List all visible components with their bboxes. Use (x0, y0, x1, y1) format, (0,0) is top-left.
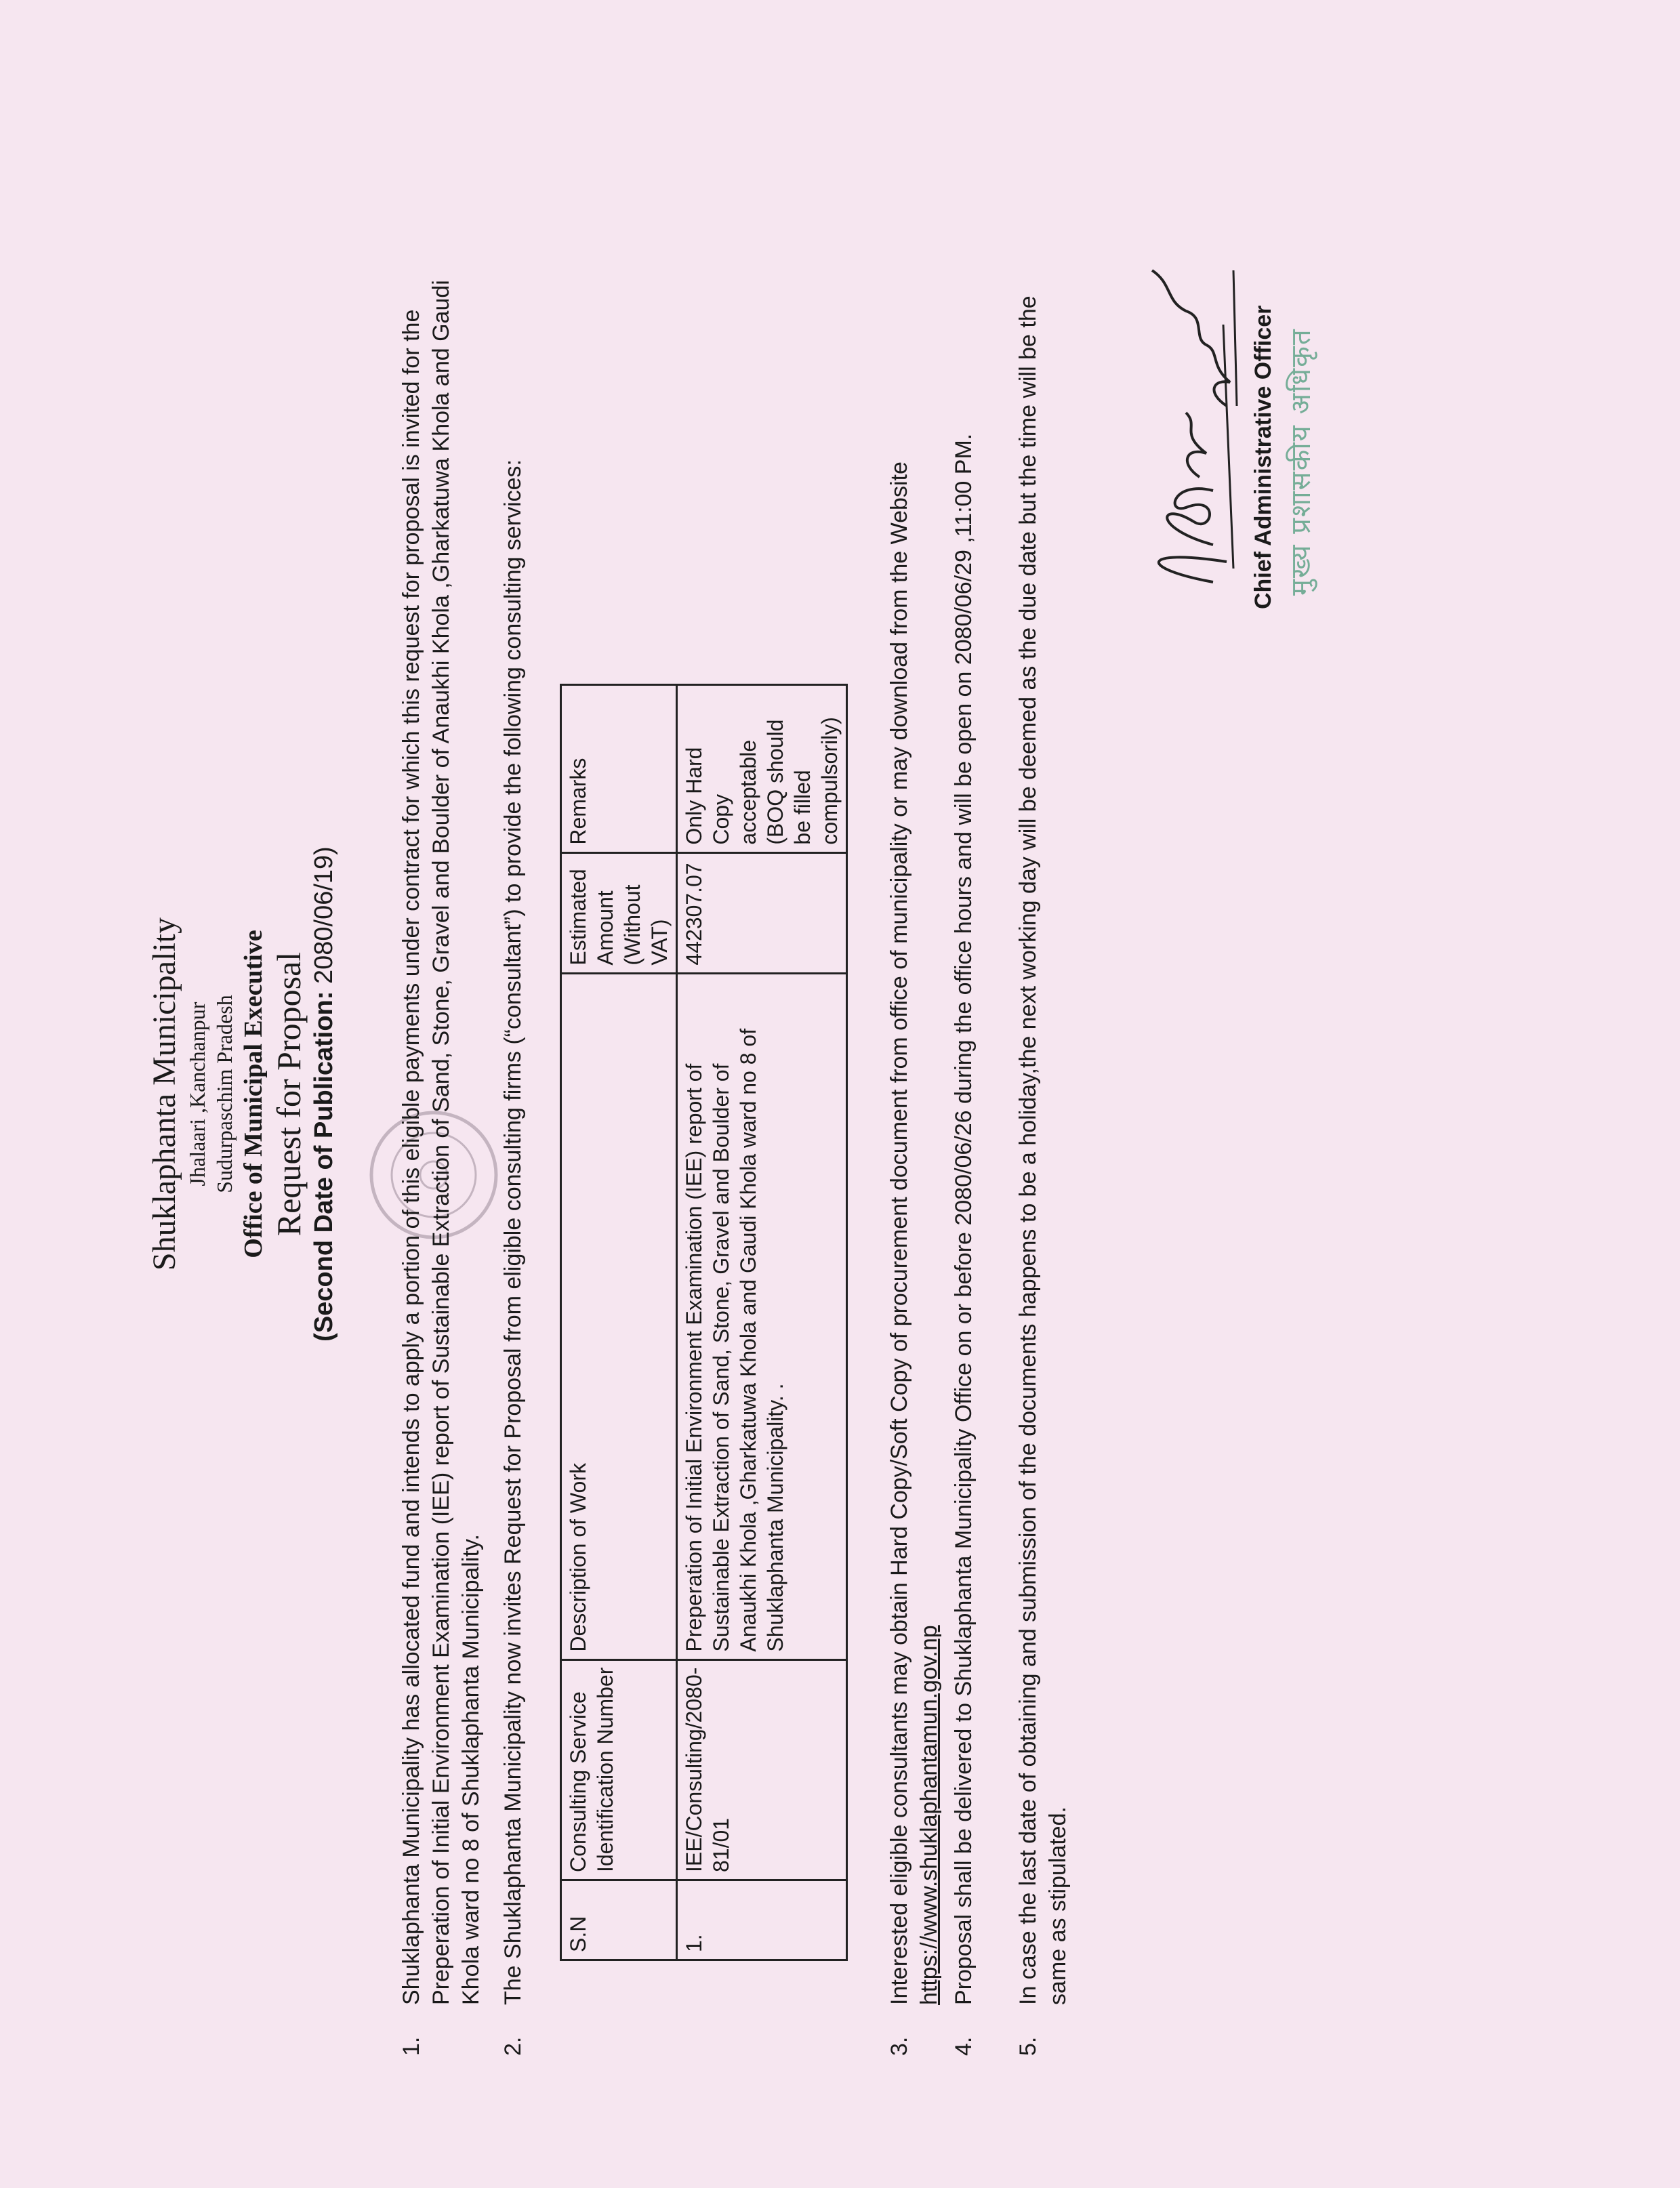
table-cell: Preperation of Initial Environment Examination (IEE) report of Sustainable Extraction of Sand, Stone, Gravel and Boulder of Anaukhi Khola ,Gharkatuwa Khola and Gaudi Khola ward no 8 of Shuklaphanta Municipality. . (677, 973, 847, 1659)
table-header-cell: Description of Work (561, 973, 677, 1659)
website-link[interactable]: https://www.shuklaphantamun.gov.np (916, 1625, 942, 2005)
publication-date-value: 2080/06/19) (310, 846, 338, 991)
table-cell: 442307.07 (677, 852, 847, 973)
municipality-title: Shuklaphanta Municipality (146, 917, 182, 1271)
paragraph-5 (1013, 243, 1073, 2056)
paragraph-text: Interested eligible consultants may obtain Hard Copy/Soft Copy of procurement document from office of municipality or may download from the Website (886, 461, 912, 2005)
paragraph-2 (498, 243, 528, 2056)
table-cell: Only Hard Copy acceptable (BOQ should be filled compulsorily) (677, 684, 847, 852)
paragraph-number: 3. (886, 2036, 912, 2056)
table-header-cell: Consulting Service Identification Number (561, 1659, 677, 1880)
consulting-services-table (560, 684, 848, 1961)
rfp-heading: Request for Proposal (270, 951, 308, 1237)
signature-block (1111, 135, 1315, 609)
paragraph-text: Proposal shall be delivered to Shuklaphanta Municipality Office on or before 2080/06/26 during the office hours and will be open on 2080/06/29 ,11:00 PM. (951, 433, 977, 2005)
paragraph-number: 1. (398, 2036, 424, 2056)
table-header-cell: S.N (561, 1880, 677, 1960)
table-cell: 1. (677, 1880, 847, 1960)
office-name: Office of Municipal Executive (239, 930, 268, 1258)
paragraph-number: 5. (1015, 2036, 1041, 2056)
table-header-cell: Remarks (561, 684, 677, 852)
paragraph-3 (884, 243, 944, 2056)
handwritten-signature (1111, 257, 1254, 609)
table-header-row (561, 684, 677, 1960)
table-header-cell: Estimated Amount (Without VAT) (561, 852, 677, 973)
table-row (677, 684, 847, 1960)
signatory-title: Chief Administrative Officer (1250, 305, 1276, 609)
office-stamp: मुख्य प्रशासकीय अधिकृत (1286, 328, 1317, 596)
paragraph-text: In case the last date of obtaining and submission of the documents happens to be a holiday,the next working day will be deemed as the due date but the time will be the same as stipulated. (1015, 295, 1071, 2005)
paragraph-number: 4. (951, 2036, 977, 2056)
paragraph-4 (949, 243, 979, 2056)
paragraph-number: 2. (500, 2036, 526, 2056)
address-line-2: Sudurpaschim Pradesh (212, 995, 237, 1193)
table-cell: IEE/Consulting/2080-81/01 (677, 1659, 847, 1880)
address-line-1: Jhalaari ,Kanchanpur (185, 1002, 209, 1186)
paragraph-text: Shuklaphanta Municipality has allocated fund and intends to apply a portion of this eligible payments under contract for which this request for proposal is invited for the Preperation of Initial Environment Examination (IEE) report of Sustainable Extraction of Sand, Stone, Gravel and Boulder of Anaukhi Khola ,Gharkatuwa Khola and Gaudi Khola ward no 8 of Shuklaphanta Municipality. (398, 280, 484, 2005)
publication-date-label: (Second Date of Publication: (310, 991, 338, 1342)
paragraph-1 (396, 243, 486, 2056)
paragraph-text: The Shuklaphanta Municipality now invites Request for Proposal from eligible consulting firms (“consultant”) to provide the following consulting services: (500, 459, 526, 2005)
